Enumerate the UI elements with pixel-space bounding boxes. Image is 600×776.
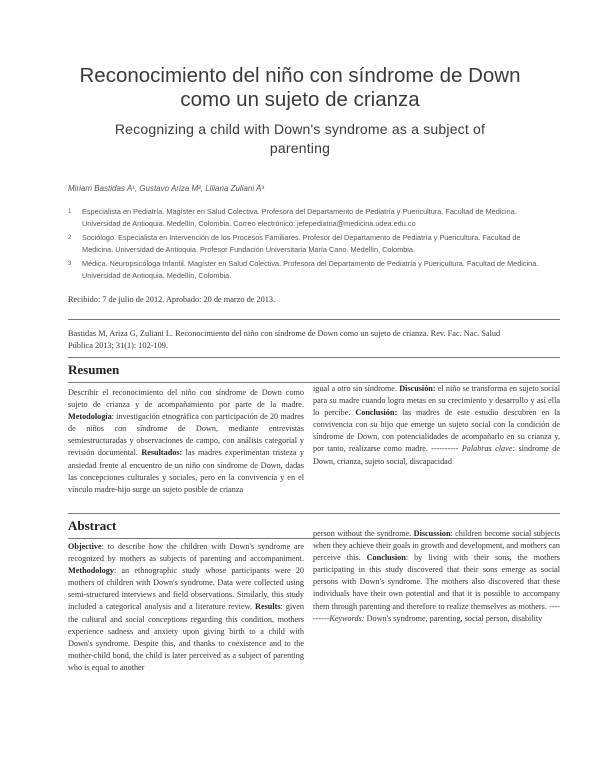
- abstract-objective-text: : to describe how the children with Down's syndrome are recognized by mothers as subjects of parenting and accompaniment.: [68, 542, 304, 564]
- abstract-methodology-text: : an ethnographic study whose participants were 20 mothers of children with Down's syndrome. Data were collected using semi-structured interviews and field observations. Similarly, this study included a categorical analysis and a literature review.: [68, 566, 304, 612]
- resumen-conclusion-label: Conclusión:: [355, 408, 398, 418]
- divider: [68, 319, 560, 320]
- abstract-heading: Abstract: [68, 518, 117, 533]
- abstract-results-text: : given the cultural and social conceptions regarding this condition, mothers experience sadness and anxiety upon giving birth to a child with Down's syndrome. Despite this, and thanks to coexistence and to the mother-child bond, the child is later perceived as a subject of parenting who is equal to another: [68, 602, 304, 672]
- citation: [68, 328, 560, 352]
- author-list: Miriam Bastidas A¹, Gustavo Ariza M², Liliana Zuliani A³: [68, 184, 265, 193]
- affiliation-text: Medicina. Universidad de Antioquia. Profesor Fundación Universitaria María Cano. Medellín, Colombia.: [82, 245, 415, 254]
- affiliation-text: Sociólogo. Especialista en Intervención de los Procesos Familiares. Profesor del Departamento de Pediatría y Puericultura. Facultad de: [82, 233, 521, 242]
- resumen-keywords-label: ---------- Palabras clave:: [431, 444, 516, 454]
- title-english-line2: parenting: [269, 140, 331, 156]
- abstract-results-label: Results: [255, 602, 281, 612]
- affiliation-number: 3: [68, 261, 72, 267]
- resumen-results-label: Resultados:: [141, 448, 183, 458]
- abstract-objective-label: Objective: [68, 542, 102, 551]
- affiliation-number: 2: [68, 235, 72, 241]
- abstract-conclusion-label: Conclusion: [366, 553, 406, 563]
- affiliation-text: Médica. Neuropsicóloga Infantil. Magíster en Salud Colectiva. Profesora del Departamento de Pediatría y Puericultura. Facultad de Medicina.: [82, 259, 539, 268]
- citation-line1: Bastidas M, Ariza G, Zuliani L. Reconocimiento del niño con síndrome de Down como un sujeto de crianza. Rev. Fac. Nac. Salud: [68, 329, 501, 338]
- resumen-discussion-text: el niño se transforma en sujeto social para su madre cuando logra metas en su crecimiento y desarrollo y así ella lo percibe.: [313, 384, 560, 418]
- abstract-methodology-label: Methodology: [68, 566, 114, 576]
- affiliation-1: [68, 206, 560, 230]
- abstract-right-column: [313, 528, 560, 625]
- abstract-conclusion-text: : by living with their sons, the mothers participating in this study discovered that their sons emerge as social persons with Down's syndrome. The mothers also discovered that these individuals have their own potential and that it is possible to accompany them through parenting and therefore to realize themselves as mothers.: [313, 553, 560, 611]
- resumen-right-column: [313, 383, 560, 468]
- affiliation-3: [68, 258, 560, 282]
- abstract-left-column: [68, 541, 304, 674]
- title-english: [60, 120, 540, 158]
- resumen-keywords-text: síndrome de Down, crianza, sujeto social, discapacidad: [313, 444, 561, 466]
- affiliation-number: 1: [68, 209, 72, 215]
- resumen-results-continued: igual a otro sin síndrome.: [313, 384, 397, 393]
- title-spanish: [40, 64, 560, 112]
- resumen-conclusion-text: las madres de este estudio descubren en la convivencia con su hijo que emerge un sujeto social con la condición de síndrome de Down, con potencialidades de acompañarlo en su crianza y, por tanto, realizarse como madre.: [313, 408, 560, 454]
- resumen-methodology-label: Metodología: [68, 412, 112, 422]
- abstract-discussion-label: Discussion: [413, 529, 451, 538]
- resumen-objective-text: Describir el reconocimiento del niño con síndrome de Down como sujeto de crianza y de acompañamiento por parte de la madre.: [68, 388, 304, 410]
- affiliation-text: Universidad de Antioquia. Medellín, Colombia. Correo electrónico: jefepediatria@medicina.udea.edu.co: [82, 219, 416, 228]
- title-spanish-line1: Reconocimiento del niño con síndrome de Down: [79, 64, 521, 87]
- abstract-keywords-label: ----------Keywords:: [313, 601, 560, 623]
- divider: [68, 357, 560, 358]
- resumen-results-text: las madres experimentan tristeza y ansiedad frente al encuentro de un niño con síndrome de Down, dadas las concepciones culturales y sociales, pero en la convivencia y en el vínculo madre-hijo surge un sujeto posible de crianza: [68, 448, 304, 494]
- title-english-line1: Recognizing a child with Down's syndrome as a subject of: [114, 121, 486, 137]
- resumen-discussion-label: Discusión:: [399, 384, 436, 393]
- resumen-left-column: [68, 387, 304, 496]
- resumen-methodology-text: : investigación etnográfica con participación de 20 madres de niños con síndrome de Down, mediante entrevistas semiestructuradas y observaciones de campo, con análisis categorial y revisión documental.: [68, 412, 304, 458]
- citation-line2: Pública 2013; 31(1): 102-109.: [68, 341, 169, 350]
- received-dates: Recibido: 7 de julio de 2012. Aprobado: 20 de marzo de 2013.: [68, 295, 276, 304]
- abstract-discussion-text: : children become social subjects when they achieve their goals in growth and development, and mothers can perceive this.: [313, 529, 561, 563]
- abstract-keywords-text: Down's syndrome, parenting, social person, disability: [364, 613, 543, 623]
- affiliation-text: Especialista en Pediatría. Magíster en Salud Colectiva. Profesora del Departamento de Pediatría y Puericultura. Facultad de Medicina.: [82, 207, 517, 216]
- divider: [68, 513, 560, 514]
- title-spanish-line2: como un sujeto de crianza: [180, 88, 420, 111]
- abstract-results-continued: person without the syndrome.: [313, 529, 412, 538]
- resumen-heading: Resumen: [68, 362, 120, 377]
- affiliation-text: Universidad de Antioquia. Medellín, Colombia.: [82, 271, 232, 280]
- affiliation-2: [68, 232, 560, 256]
